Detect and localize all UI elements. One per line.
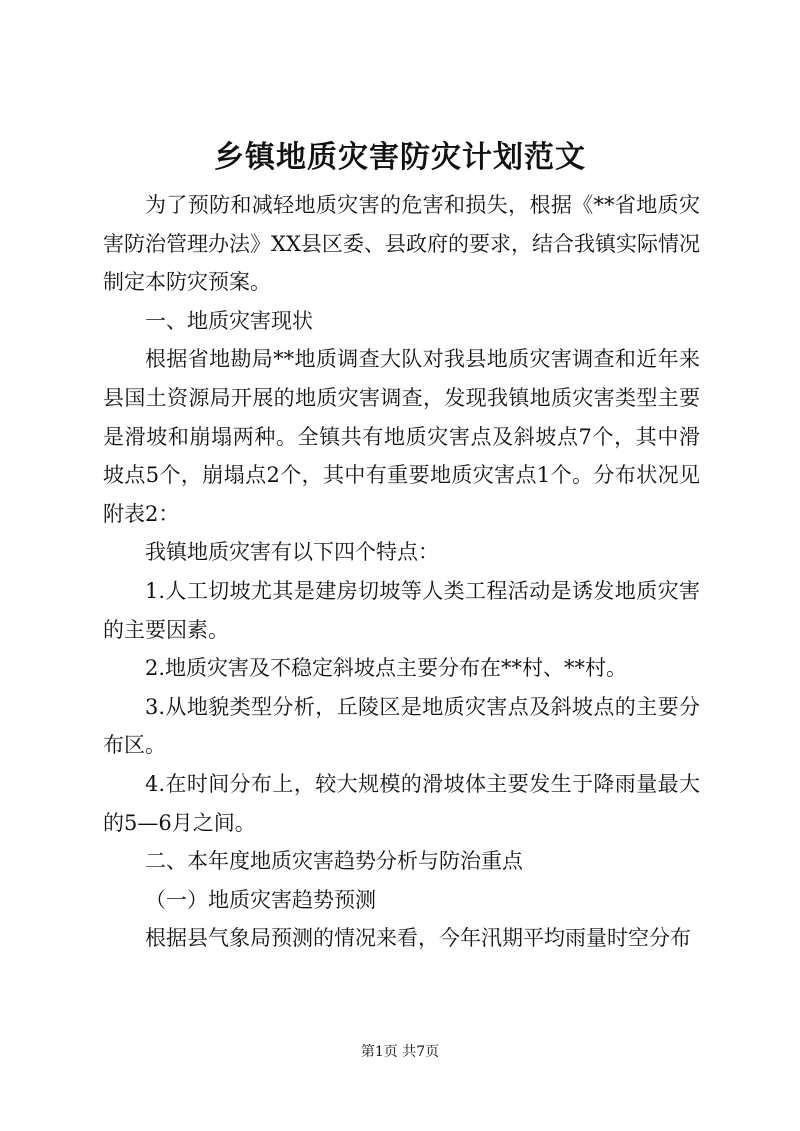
paragraph-features-intro: 我镇地质灾害有以下四个特点： [145,540,439,565]
paragraph-intro: 为了预防和减轻地质灾害的危害和损失，根据《**省地质灾害防治管理办法》XX县区委、县政府的要求，结合我镇实际情况制定本防灾预案。 [103,193,700,295]
page-footer: 第1页 共7页 [360,1044,440,1060]
feature-item-3: 3.从地貌类型分析，丘陵区是地质灾害点及斜坡点的主要分布区。 [103,694,700,758]
feature-item-2: 2.地质灾害及不稳定斜坡点主要分布在**村、**村。 [145,656,628,681]
paragraph-forecast: 根据县气象局预测的情况来看，今年汛期平均雨量时空分布 [145,926,691,951]
section-heading-2: 二、本年度地质灾害趋势分析与防治重点 [145,849,523,874]
subsection-heading-1: （一）地质灾害趋势预测 [145,887,376,912]
feature-item-1: 1.人工切坡尤其是建房切坡等人类工程活动是诱发地质灾害的主要因素。 [103,578,700,642]
feature-item-4: 4.在时间分布上，较大规模的滑坡体主要发生于降雨量最大的5—6月之间。 [103,771,700,835]
paragraph-status: 根据省地勘局**地质调查大队对我县地质灾害调查和近年来县国土资源局开展的地质灾害调查，发现我镇地质灾害类型主要是滑坡和崩塌两种。全镇共有地质灾害点及斜坡点7个，其中滑坡点5个，崩塌点2个，其中有重要地质灾害点1个。分布状况见附表2： [103,347,700,526]
section-heading-1: 一、地质灾害现状 [145,308,313,333]
document-title: 乡镇地质灾害防灾计划范文 [214,140,586,175]
document-body [103,186,700,958]
